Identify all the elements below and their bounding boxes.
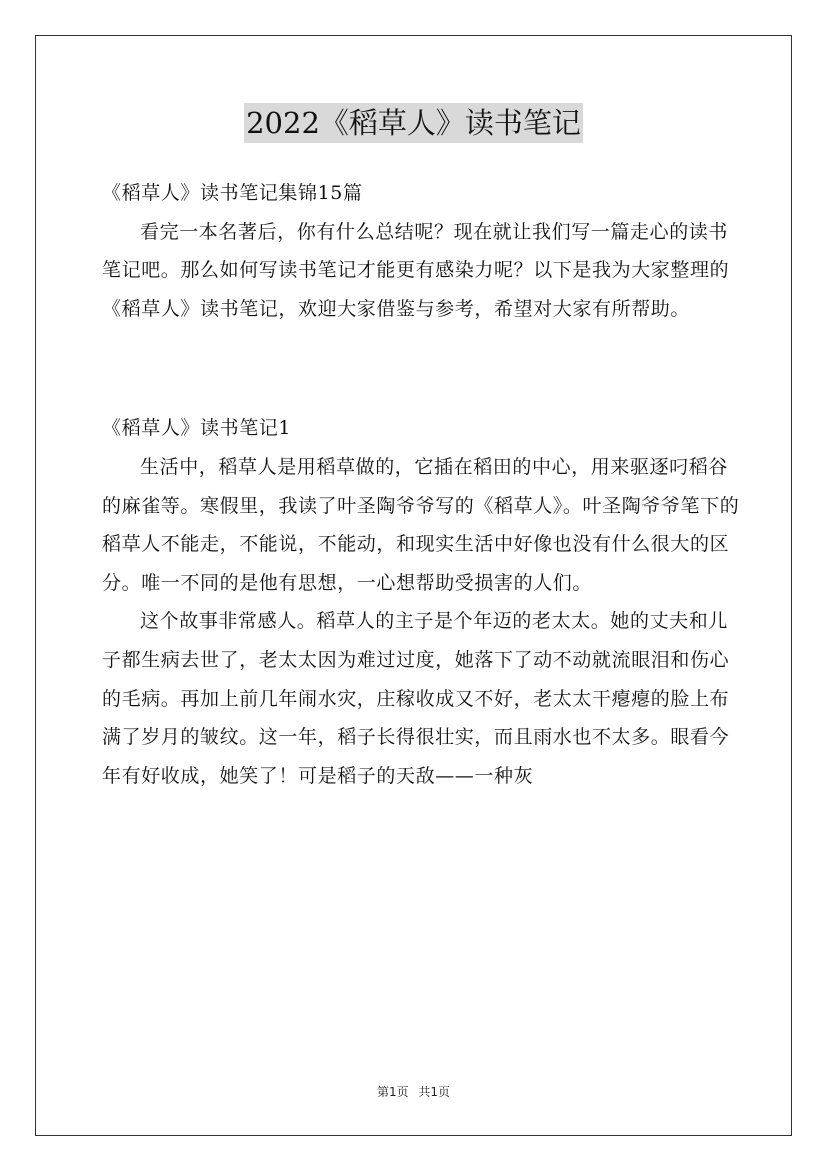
body-paragraph-1: 生活中，稻草人是用稻草做的，它插在稻田的中心，用来驱逐叼稻谷的麻雀等。寒假里，我读了叶圣陶爷爷写的《稻草人》。叶圣陶爷爷笔下的稻草人不能走，不能说，不能动，和现实生活中好像也没有什么很大的区分。唯一不同的是他有思想，一心想帮助受损害的人们。 (102, 455, 740, 594)
title-container (0, 103, 827, 143)
page-number: 第1页 (376, 1085, 409, 1099)
intro-paragraph: 看完一本名著后，你有什么总结呢？现在就让我们写一篇走心的读书笔记吧。那么如何写读书笔记才能更有感染力呢？以下是我为大家整理的《稻草人》读书笔记，欢迎大家借鉴与参考，希望对大家有所帮助。 (102, 220, 730, 320)
page-total: 共1页 (418, 1085, 451, 1099)
document-subtitle: 《稻草人》读书笔记集锦15篇 (102, 182, 363, 204)
page-footer (0, 1083, 827, 1100)
document-title: 2022《稻草人》读书笔记 (244, 103, 583, 143)
section-spacer (102, 328, 742, 409)
section-heading: 《稻草人》读书笔记1 (102, 417, 292, 440)
document-body (102, 174, 742, 795)
body-paragraph-2: 这个故事非常感人。稻草人的主子是个年迈的老太太。她的丈夫和儿子都生病去世了，老太太因为难过过度，她落下了动不动就流眼泪和伤心的毛病。再加上前几年闹水灾，庄稼收成又不好，老太太干瘪瘪的脸上布满了岁月的皱纹。这一年，稻子长得很壮实，而且雨水也不太多。眼看今年有好收成，她笑了！可是稻子的天敌——一种灰 (102, 610, 730, 787)
